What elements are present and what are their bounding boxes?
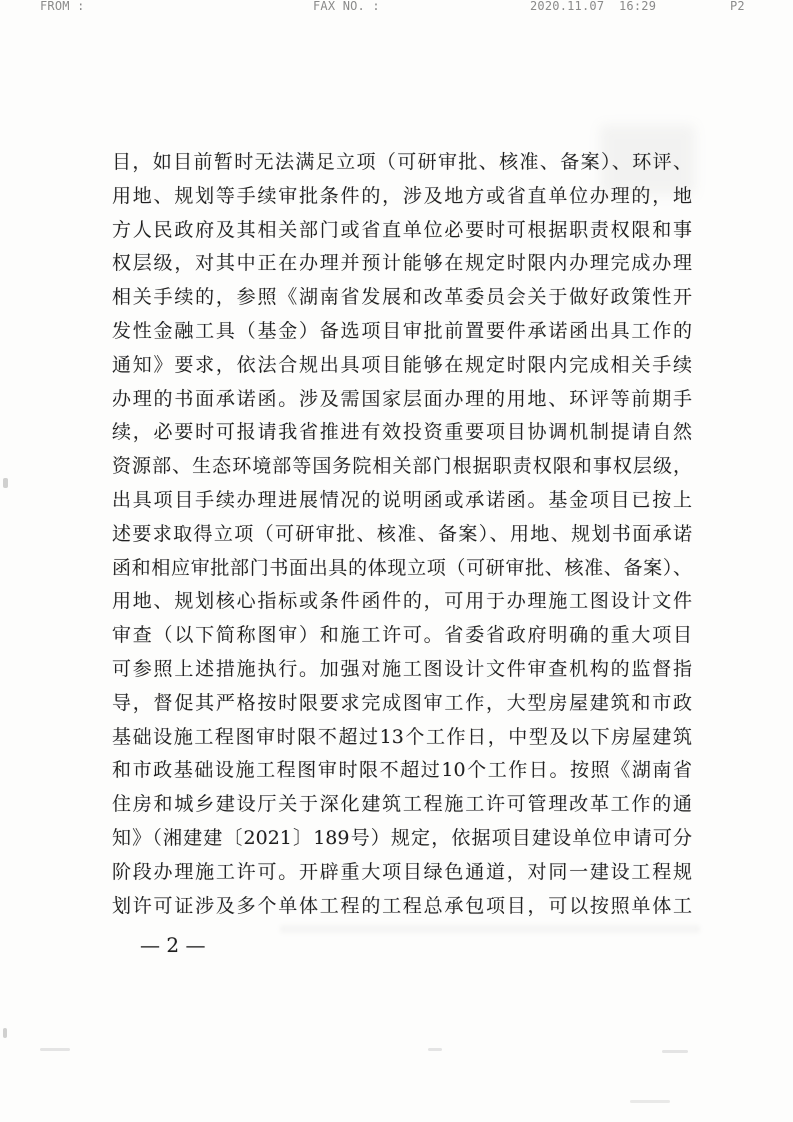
scan-mark [428, 1048, 442, 1051]
text-line: 审查（以下简称图审）和施工许可。省委省政府明确的重大项目 [112, 624, 692, 647]
text-line: 目，如目前暂时无法满足立项（可研审批、核准、备案）、环评、 [112, 151, 692, 173]
text-line: 用地、规划核心指标或条件函件的，可用于办理施工图设计文件 [112, 590, 692, 613]
text-line: 基础设施工程图审时限不超过13个工作日，中型及以下房屋建筑 [112, 725, 692, 748]
text-line: 权层级，对其中正在办理并预计能够在规定时限内办理完成办理 [112, 252, 692, 275]
scan-mark [630, 1100, 670, 1103]
text-line: 可参照上述措施执行。加强对施工图设计文件审查机构的监督指 [112, 657, 692, 680]
text-line: 续，必要时可报请我省推进有效投资重要项目协调机制提请自然 [112, 421, 692, 444]
text-line: 述要求取得立项（可研审批、核准、备案）、用地、规划书面承诺 [112, 522, 692, 545]
text-line: 用地、规划等手续审批条件的，涉及地方或省直单位办理的，地 [112, 184, 692, 207]
text-line: 通知》要求，依法合规出具项目能够在规定时限内完成相关手续 [112, 353, 692, 376]
scan-mark [3, 1028, 7, 1038]
scan-mark [3, 478, 8, 488]
text-line: 知》（湘建建〔2021〕189号）规定，依据项目建设单位申请可分 [112, 826, 692, 849]
page-number: — 2 — [140, 933, 206, 957]
fax-page-indicator: P2 [730, 0, 745, 13]
fax-from-label: FROM : [40, 0, 85, 13]
text-line: 方人民政府及其相关部门或省直单位必要时可根据职责权限和事 [112, 218, 692, 241]
text-line: 相关手续的，参照《湖南省发展和改革委员会关于做好政策性开 [112, 286, 692, 309]
scan-ghost-line [280, 925, 700, 933]
text-line: 阶段办理施工许可。开辟重大项目绿色通道，对同一建设工程规 [112, 860, 692, 883]
text-line: 函和相应审批部门书面出具的体现立项（可研审批、核准、备案）、 [112, 556, 692, 579]
body-text [112, 146, 692, 923]
text-line: 办理的书面承诺函。涉及需国家层面办理的用地、环评等前期手 [112, 387, 692, 410]
fax-time: 16:29 [619, 0, 657, 13]
text-line: 划许可证涉及多个单体工程的工程总承包项目，可以按照单体工 [112, 894, 692, 917]
text-line: 住房和城乡建设厅关于深化建筑工程施工许可管理改革工作的通 [112, 793, 692, 816]
fax-date: 2020.11.07 [530, 0, 605, 13]
text-line: 导，督促其严格按时限要求完成图审工作，大型房屋建筑和市政 [112, 691, 692, 714]
fax-number-label: FAX NO. : [313, 0, 380, 13]
text-line: 资源部、生态环境部等国务院相关部门根据职责权限和事权层级， [112, 455, 692, 478]
scan-mark [40, 1048, 70, 1051]
scan-mark [662, 1050, 688, 1053]
text-line: 发性金融工具（基金）备选项目审批前置要件承诺函出具工作的 [112, 319, 692, 342]
text-line: 和市政基础设施工程图审时限不超过10个工作日。按照《湖南省 [112, 759, 692, 782]
text-line: 出具项目手续办理进展情况的说明函或承诺函。基金项目已按上 [112, 488, 692, 511]
